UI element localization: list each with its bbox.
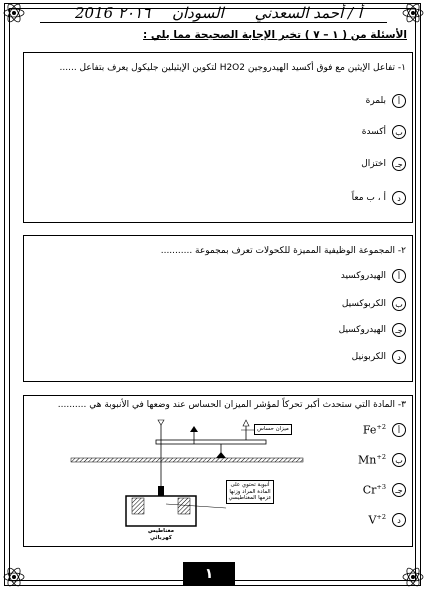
header-author: أ / أحمد السعدني	[254, 4, 362, 22]
option-ion: $Fe^{+2}$	[362, 423, 386, 437]
option-letter[interactable]: أ	[392, 269, 406, 283]
option-letter[interactable]: أ	[392, 94, 406, 108]
answer-option[interactable]	[363, 482, 406, 498]
answer-option[interactable]	[339, 322, 406, 338]
question-text	[60, 63, 406, 73]
answer-option[interactable]	[366, 93, 406, 109]
question-number: ٢-	[397, 246, 406, 256]
answer-option[interactable]	[363, 422, 406, 438]
option-letter[interactable]: جـ	[392, 157, 406, 171]
option-letter[interactable]: د	[392, 513, 406, 527]
option-text: الهيدروكسيل	[338, 325, 386, 335]
page-number: ١	[183, 562, 235, 586]
header-year: 2016 ٢٠١٦	[75, 4, 151, 22]
option-text: أ ، ب معاً	[351, 193, 386, 203]
option-text: بلمرة	[365, 96, 386, 106]
option-text: الهيدروكسيد	[340, 271, 386, 281]
question-body: تفاعل الإيثين مع فوق أكسيد الهيدروجين H2O2 لتكوين الإيثيلين جليكول يعرف بتفاعل ......	[59, 63, 396, 73]
question-body: المجموعة الوظيفية المميزة للكحولات تعرف بمجموعة ...........	[160, 246, 396, 256]
answer-option[interactable]	[362, 124, 406, 140]
page-header	[40, 4, 387, 24]
header-divider	[40, 22, 387, 23]
answer-option[interactable]	[358, 452, 406, 468]
question-number: ٣-	[397, 400, 406, 410]
answer-option[interactable]	[361, 156, 406, 172]
answer-option[interactable]	[341, 268, 406, 284]
header-country: السودان	[172, 4, 224, 22]
magnet-label: مغناطيس كهربائي	[147, 528, 175, 541]
option-letter[interactable]: جـ	[392, 323, 406, 337]
option-ion: $Mn^{+2}$	[358, 453, 386, 467]
option-letter[interactable]: د	[392, 350, 406, 364]
option-letter[interactable]: جـ	[392, 483, 406, 497]
answer-option[interactable]	[342, 296, 406, 312]
question-text	[58, 400, 406, 410]
option-text: الكربونيل	[351, 352, 386, 362]
question-body: المادة التي ستحدث أكبر تحركاً لمؤشر الميزان الحساس عند وضعها في الأنبوبة هي ..........	[57, 400, 396, 410]
instruction-heading: الأسئلة من ( ١ – ٧ ) تخير الإجابة الصحيحة مما يلي :	[143, 29, 407, 41]
answer-option[interactable]	[352, 190, 406, 206]
option-text: أكسدة	[361, 127, 386, 137]
option-letter[interactable]: أ	[392, 423, 406, 437]
question-text	[161, 246, 406, 256]
question-box	[23, 235, 413, 382]
question-box	[23, 52, 413, 223]
answer-option[interactable]	[352, 349, 406, 365]
question-number: ١-	[397, 63, 406, 73]
option-letter[interactable]: ب	[392, 125, 406, 139]
option-ion: $V^{+2}$	[368, 513, 386, 527]
option-ion: $Cr^{+3}$	[362, 483, 386, 497]
tube-label: أنبوبة تحتوي على المادة المراد وزنها عزمها المغناطيسي	[226, 480, 274, 504]
option-letter[interactable]: ب	[392, 297, 406, 311]
option-letter[interactable]: ب	[392, 453, 406, 467]
option-letter[interactable]: د	[392, 191, 406, 205]
question-box	[23, 395, 413, 547]
option-text: الكربوكسيل	[341, 299, 386, 309]
option-text: اختزال	[361, 159, 386, 169]
gouy-balance-diagram	[66, 416, 306, 544]
balance-label: ميزان حساس	[254, 424, 292, 435]
answer-option[interactable]	[368, 512, 406, 528]
